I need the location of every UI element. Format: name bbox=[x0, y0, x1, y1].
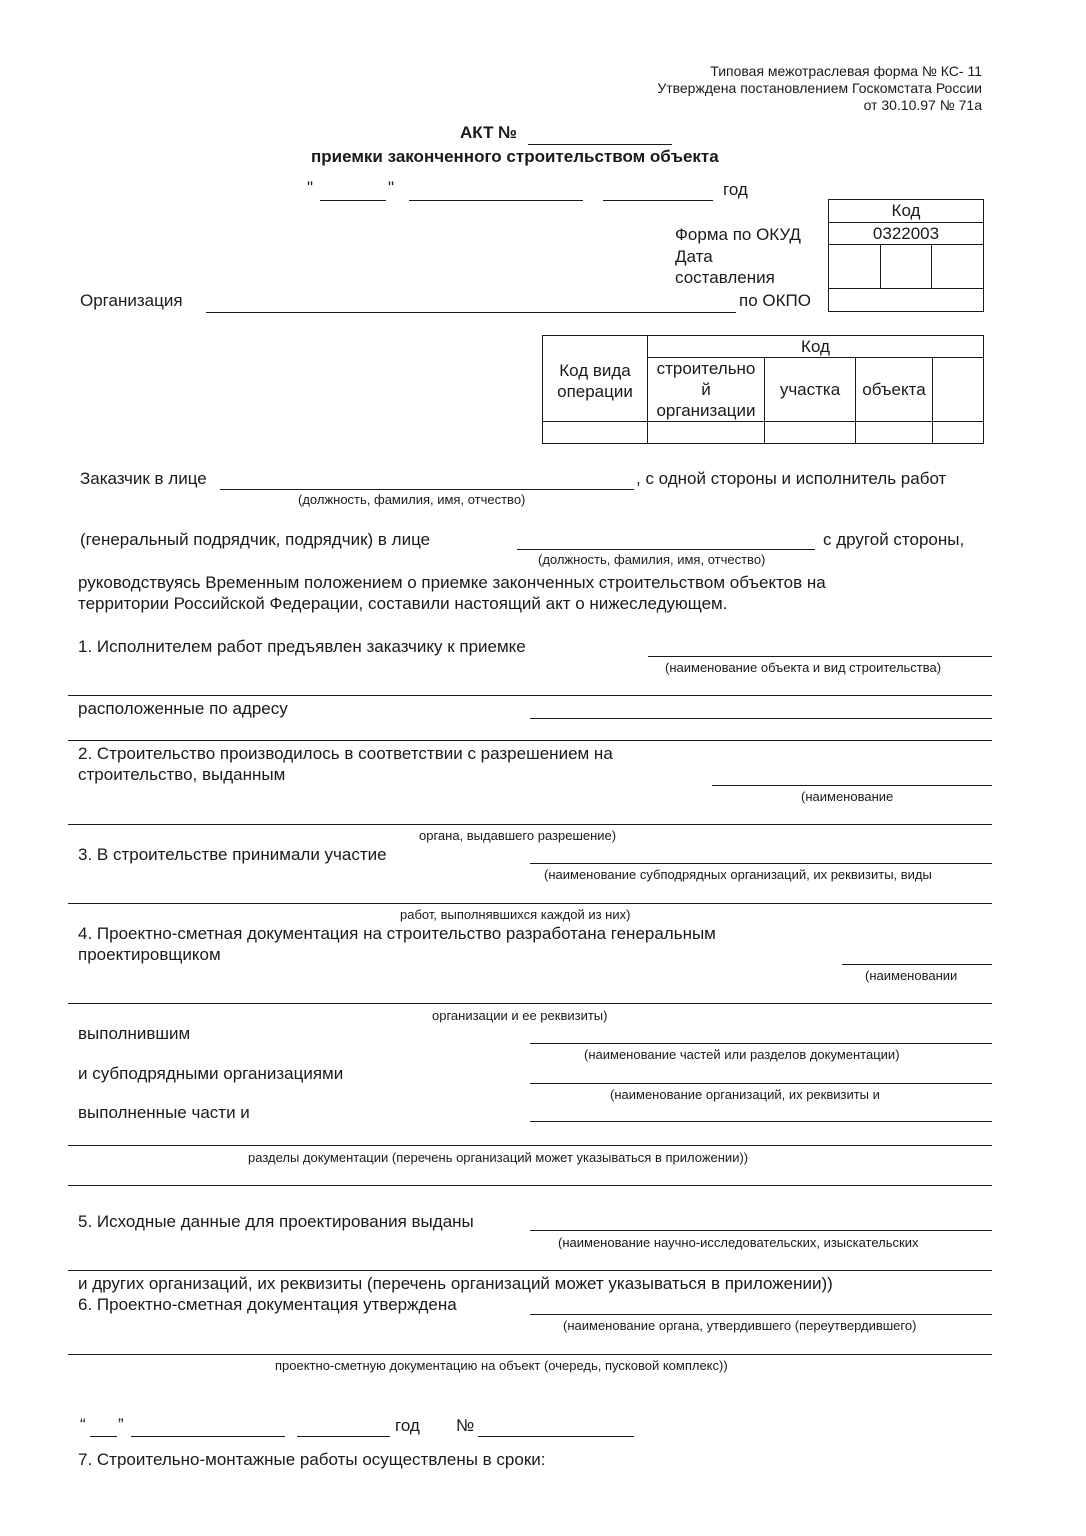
organization-field[interactable] bbox=[206, 312, 736, 313]
form-type: Типовая межотраслевая форма № КС- 11 bbox=[710, 63, 982, 79]
approval-number-label: № bbox=[456, 1416, 475, 1435]
extra-cell[interactable] bbox=[933, 422, 984, 444]
operation-code-header: Код вида операции bbox=[543, 336, 648, 422]
approval-number-field[interactable] bbox=[478, 1436, 634, 1437]
okud-label: Форма по ОКУД bbox=[675, 225, 801, 244]
item-3-hint-2: работ, выполнявшихся каждой из них) bbox=[400, 907, 631, 922]
done-hint: (наименование частей или разделов документации) bbox=[584, 1047, 900, 1062]
act-number-field[interactable] bbox=[528, 144, 672, 145]
item-1: 1. Исполнителем работ предъявлен заказчику к приемке bbox=[78, 637, 526, 656]
year-label: год bbox=[723, 180, 748, 199]
contractor-label: (генеральный подрядчик, подрядчик) в лице bbox=[80, 530, 431, 549]
address-field[interactable] bbox=[530, 718, 992, 719]
item-4-hint-2: организации и ее реквизиты) bbox=[432, 1008, 608, 1023]
form-approval: Утверждена постановлением Госкомстата России bbox=[657, 80, 982, 96]
item-6: 6. Проектно-сметная документация утверждена bbox=[78, 1295, 457, 1314]
customer-label: Заказчик в лице bbox=[80, 469, 207, 488]
item-4-field[interactable] bbox=[842, 964, 992, 965]
item-4-line-2: проектировщиком bbox=[78, 945, 221, 964]
item-7: 7. Строительно-монтажные работы осуществлены в сроки: bbox=[78, 1450, 546, 1469]
okpo-label: по ОКПО bbox=[739, 291, 811, 310]
parts-label: выполненные части и bbox=[78, 1103, 250, 1122]
date-label: Дата bbox=[675, 247, 713, 266]
item-4-line-1: 4. Проектно-сметная документация на строительство разработана генеральным bbox=[78, 924, 716, 943]
customer-tail: , с одной стороны и исполнитель работ bbox=[636, 469, 947, 488]
item-5-field-2[interactable] bbox=[68, 1270, 992, 1271]
kod-header-2: Код bbox=[648, 336, 984, 358]
site-cell[interactable] bbox=[765, 422, 856, 444]
guide-line-2: территории Российской Федерации, составили настоящий акт о нижеследующем. bbox=[78, 594, 728, 613]
item-2-hint-1: (наименование bbox=[801, 789, 894, 804]
operation-code-cell[interactable] bbox=[543, 422, 648, 444]
quote-open: " bbox=[307, 178, 314, 197]
item-6-field-2[interactable] bbox=[68, 1354, 992, 1355]
item-1-hint: (наименование объекта и вид строительства) bbox=[665, 660, 942, 675]
date-year-cell[interactable] bbox=[932, 245, 984, 289]
month-field[interactable] bbox=[409, 200, 583, 201]
item-3-hint-1: (наименование субподрядных организаций, их реквизиты, виды bbox=[544, 867, 932, 882]
item-1-field[interactable] bbox=[648, 656, 992, 657]
hint-fio-2: (должность, фамилия, имя, отчество) bbox=[538, 552, 766, 567]
date-day-cell[interactable] bbox=[829, 245, 881, 289]
okud-code-table bbox=[828, 199, 984, 312]
day-field[interactable] bbox=[320, 200, 386, 201]
customer-person-field[interactable] bbox=[220, 489, 634, 490]
act-title: АКТ № bbox=[460, 123, 518, 142]
year-field[interactable] bbox=[603, 200, 713, 201]
object-header: объекта bbox=[856, 358, 933, 422]
contractor-tail: с другой стороны, bbox=[823, 530, 965, 549]
construction-org-cell[interactable] bbox=[648, 422, 765, 444]
organization-label: Организация bbox=[80, 291, 183, 310]
item-1-field-2[interactable] bbox=[68, 695, 992, 696]
item-6-hint-1: (наименование органа, утвердившего (переутвердившего) bbox=[563, 1318, 917, 1333]
guide-line-1: руководствуясь Временным положением о приемке законченных строительством объектов на bbox=[78, 573, 826, 592]
item-2-field-2[interactable] bbox=[68, 824, 992, 825]
parts-field-3[interactable] bbox=[68, 1185, 992, 1186]
date-quote-open: “ bbox=[80, 1415, 86, 1434]
parts-hint: разделы документации (перечень организаций может указываться в приложении)) bbox=[248, 1150, 749, 1165]
approval-year-field[interactable] bbox=[297, 1436, 390, 1437]
item-3-field[interactable] bbox=[530, 863, 992, 864]
item-2-line-1: 2. Строительство производилось в соответствии с разрешением на bbox=[78, 744, 613, 763]
item-5-continuation: и других организаций, их реквизиты (перечень организаций может указываться в приложении)) bbox=[78, 1274, 833, 1293]
item-5-hint: (наименование научно-исследовательских, изыскательских bbox=[558, 1235, 919, 1250]
date-month-cell[interactable] bbox=[880, 245, 932, 289]
done-field[interactable] bbox=[530, 1043, 992, 1044]
item-2-field[interactable] bbox=[712, 785, 992, 786]
act-subtitle: приемки законченного строительством объекта bbox=[311, 147, 719, 166]
address-field-2[interactable] bbox=[68, 740, 992, 741]
item-3-field-2[interactable] bbox=[68, 903, 992, 904]
item-3: 3. В строительстве принимали участие bbox=[78, 845, 387, 864]
quote-close: " bbox=[388, 178, 395, 197]
form-approval-date: от 30.10.97 № 71а bbox=[863, 97, 982, 113]
item-4-field-2[interactable] bbox=[68, 1003, 992, 1004]
item-6-field[interactable] bbox=[530, 1314, 992, 1315]
approval-month-field[interactable] bbox=[131, 1436, 285, 1437]
parts-field[interactable] bbox=[530, 1121, 992, 1122]
object-cell[interactable] bbox=[856, 422, 933, 444]
contractor-person-field[interactable] bbox=[517, 549, 815, 550]
date-quote-close: ” bbox=[118, 1415, 124, 1434]
item-5-field[interactable] bbox=[530, 1230, 992, 1231]
item-2-line-2: строительство, выданным bbox=[78, 765, 286, 784]
parts-field-2[interactable] bbox=[68, 1145, 992, 1146]
empty-header bbox=[933, 358, 984, 422]
kod-header: Код bbox=[829, 200, 984, 223]
address-label: расположенные по адресу bbox=[78, 699, 288, 718]
subs-hint: (наименование организаций, их реквизиты и bbox=[610, 1087, 880, 1102]
item-2-hint-2: органа, выдавшего разрешение) bbox=[419, 828, 617, 843]
approval-day-field[interactable] bbox=[90, 1436, 117, 1437]
done-label: выполнившим bbox=[78, 1024, 191, 1043]
subs-label: и субподрядными организациями bbox=[78, 1064, 344, 1083]
okud-value: 0322003 bbox=[829, 223, 984, 245]
site-header: участка bbox=[765, 358, 856, 422]
item-6-hint-2: проектно-сметную документацию на объект (очередь, пусковой комплекс)) bbox=[275, 1358, 728, 1373]
approval-year-label: год bbox=[395, 1416, 420, 1435]
okpo-cell[interactable] bbox=[829, 289, 984, 312]
subs-field[interactable] bbox=[530, 1083, 992, 1084]
operation-code-table bbox=[542, 335, 984, 444]
item-4-hint-1: (наименовании bbox=[865, 968, 958, 983]
construction-org-header: строительно й организации bbox=[648, 358, 765, 422]
hint-fio-1: (должность, фамилия, имя, отчество) bbox=[298, 492, 526, 507]
date-label-2: составления bbox=[675, 268, 775, 287]
item-5: 5. Исходные данные для проектирования выданы bbox=[78, 1212, 474, 1231]
